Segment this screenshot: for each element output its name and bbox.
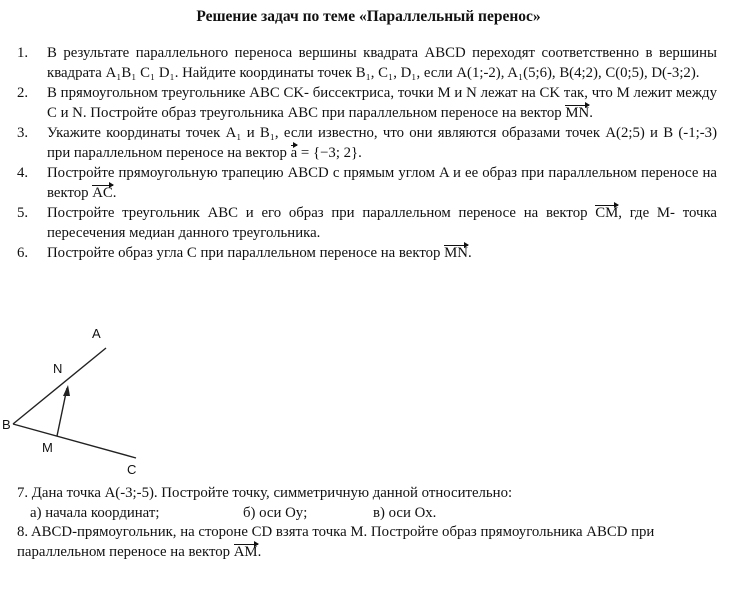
task-item — [17, 164, 717, 203]
ray-bc — [13, 424, 136, 458]
task-text: В результате параллельного переноса вершины квадрата ABCD переходят соответственно в вершины квадрата A₁B₁ C₁ D₁. Найдите координаты точек B₁, C₁, D₁, если A(1;-2), A₁(5;6), B(4;2), C(0;5), D(-3;2). — [47, 45, 717, 81]
point-label-m: M — [42, 440, 53, 455]
point-label-b: B — [2, 417, 11, 432]
task-text-part: = {−3; 2}. — [297, 144, 362, 161]
vector-label: MN — [444, 244, 468, 264]
task-number: 6. — [17, 245, 29, 261]
task-text-part: , где M- точка пересечения медиан данного треугольника. — [47, 205, 717, 241]
task7-option: б) оси Oy; — [243, 504, 308, 521]
vector-label: a — [291, 144, 298, 164]
task-text-part: Постройте образ угла C при параллельном переносе на вектор — [47, 245, 445, 261]
task-number: 4. — [17, 165, 29, 181]
task-text-part: 8. ABCD-прямоугольник, на стороне CD взята точка M. Постройте образ прямоугольника ABCD при параллельном переносе на вектор — [17, 524, 655, 560]
task-number: 1. — [17, 45, 29, 61]
extra-tasks — [17, 484, 717, 562]
task-number: 2. — [17, 85, 29, 101]
task-text-part: В прямоугольном треугольнике ABC CK- биссектриса, точки M и N лежат на CK так, что M лежит между C и N. Постройте образ треугольника ABC при параллельном переносе на вектор — [47, 85, 717, 121]
point-label-c: C — [127, 462, 137, 477]
task-text — [47, 244, 717, 264]
vector-label: AC — [92, 184, 113, 204]
task8-text — [17, 523, 717, 562]
task-text-part: . — [257, 543, 262, 560]
point-label-n: N — [53, 361, 63, 376]
vector-label: AM — [234, 543, 258, 563]
task-text-part: . — [112, 184, 117, 201]
task7-text: 7. Дана точка A(-3;-5). Постройте точку, симметричную данной относительно: — [17, 485, 513, 501]
task-list — [17, 44, 717, 265]
task7-option: в) оси Ox. — [373, 504, 437, 521]
task-text — [47, 124, 717, 163]
task-text-part: Постройте прямоугольную трапецию ABCD с прямым углом A и ее образ при параллельном переносе на вектор — [47, 165, 717, 201]
task-item — [17, 124, 717, 163]
geometry-figure — [0, 318, 160, 483]
task-item — [17, 84, 717, 123]
task-text-part: Постройте треугольник ABC и его образ при параллельном переносе на вектор — [47, 205, 596, 221]
task-text-part: Укажите координаты точек A₁ и B₁, если известно, что они являются образами точек A(2;5) и B (-1;-3) при параллельном переносе на вектор — [47, 125, 717, 161]
task-text-part: . — [467, 245, 472, 261]
task-number: 3. — [17, 125, 29, 141]
task-item — [17, 44, 717, 83]
vector-label: CM — [595, 204, 618, 224]
task7-option: а) начала координат; — [30, 504, 160, 521]
task-item — [17, 204, 717, 243]
task7-options — [17, 504, 717, 524]
task-item — [17, 244, 717, 264]
task-text — [47, 84, 717, 123]
task-number: 5. — [17, 205, 29, 221]
point-label-a: A — [92, 326, 101, 341]
page-title: Решение задач по теме «Параллельный перенос» — [196, 8, 541, 25]
task-text — [47, 204, 717, 243]
task-text — [47, 164, 717, 203]
ray-ba — [13, 348, 106, 424]
task-text-part: . — [589, 104, 593, 121]
vector-label: MN — [565, 104, 589, 124]
vector-mn-arrowhead — [63, 385, 70, 396]
